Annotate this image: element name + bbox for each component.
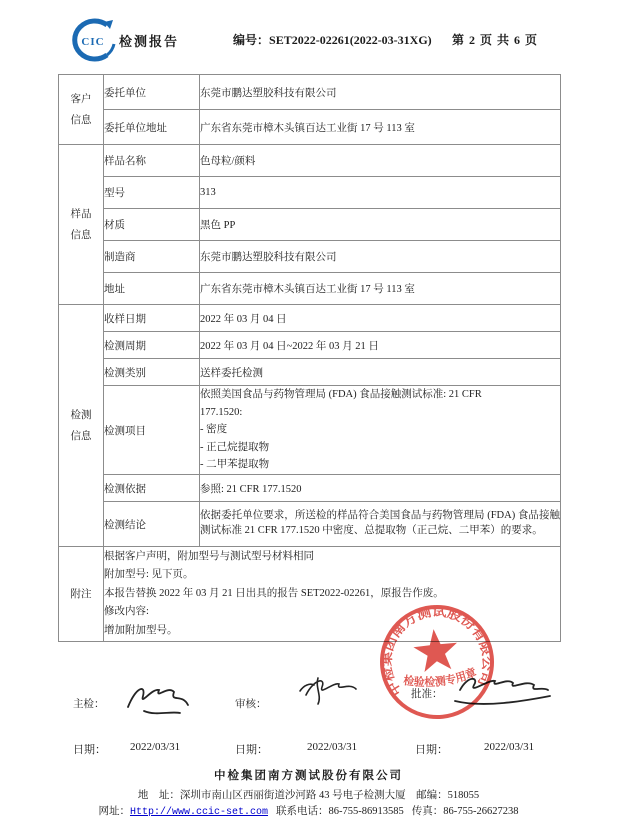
row-label-model: 型号 xyxy=(104,177,200,209)
table-row xyxy=(59,177,561,209)
date-label: 日期： xyxy=(235,744,268,756)
table-row xyxy=(59,145,561,177)
report-number xyxy=(233,31,432,48)
footer-website-label: 网址： xyxy=(98,806,130,817)
date-label: 日期： xyxy=(73,744,106,756)
row-label-conclusion: 检测结论 xyxy=(104,502,200,547)
row-value-sample-name: 色母粒/颜料 xyxy=(200,145,561,177)
note-line: 本报告替换 2022 年 03 月 21 日出具的报告 SET2022-02261，原报告作废。 xyxy=(104,587,444,599)
footer-company-name: 中检集团南方测试股份有限公司 xyxy=(214,770,403,782)
reviewer-date: 2022/03/31 xyxy=(307,741,358,753)
row-value-material: 黑色 PP xyxy=(200,209,561,241)
section-notes: 附注 xyxy=(59,547,104,642)
test-item-line: - 正己烷提取物 xyxy=(200,441,270,453)
row-value-conclusion: 依据委托单位要求，所送检的样品符合美国食品与药物管理局 (FDA) 食品接触测试标准 21 CFR 177.1520 中密度、总提取物（正己烷、二甲苯）的要求。 xyxy=(200,502,561,547)
inspector-label: 主检： xyxy=(73,699,105,710)
row-value-client-address: 广东省东莞市樟木头镇百达工业街 17 号 113 室 xyxy=(200,110,561,145)
test-item-line: - 二甲苯提取物 xyxy=(200,459,270,471)
section-label: 样品 xyxy=(70,208,92,220)
row-label-sample-name: 样品名称 xyxy=(104,145,200,177)
company-seal-stamp xyxy=(365,590,509,734)
table-row xyxy=(59,305,561,332)
row-value-client: 东莞市鹏达塑胶科技有限公司 xyxy=(200,75,561,110)
inspector-date: 2022/03/31 xyxy=(130,741,181,753)
table-row xyxy=(59,273,561,305)
reviewer-signature xyxy=(292,673,367,715)
page-indicator: 第 2 页 共 6 页 xyxy=(452,33,539,47)
row-label-address: 地址 xyxy=(104,273,200,305)
footer-address-line: 地 址：深圳市南山区西丽街道沙河路 43 号电子检测大厦 邮编：518055 xyxy=(137,790,480,801)
svg-text:检验检测专用章 xyxy=(401,665,479,693)
footer-fax: 传真：86-755-26627238 xyxy=(411,806,519,817)
row-label-client: 委托单位 xyxy=(104,75,200,110)
seal-purpose-text: 检验检测专用章 xyxy=(402,666,480,690)
cic-logo-icon xyxy=(60,16,126,64)
seal-company-text: 中检集团南方测试股份有限公司 xyxy=(379,604,495,699)
footer-phone: 联系电话：86-755-86913585 xyxy=(276,806,404,817)
row-value-manufacturer: 东莞市鹏达塑胶科技有限公司 xyxy=(200,241,561,273)
table-row xyxy=(59,209,561,241)
section-label: 信息 xyxy=(70,114,92,126)
logo-text: CIC xyxy=(81,36,105,48)
section-label: 客户 xyxy=(70,93,92,105)
note-line: 根据客户声明，附加型号与测试型号材料相同 xyxy=(104,550,314,562)
table-row xyxy=(59,241,561,273)
website-link[interactable]: Http://www.ccic-set.com xyxy=(129,807,269,818)
row-label-material: 材质 xyxy=(104,209,200,241)
row-value-receive-date: 2022 年 03 月 04 日 xyxy=(200,305,561,332)
table-row xyxy=(59,110,561,145)
report-number-label: 编号： xyxy=(233,33,270,47)
test-item-line: 依照美国食品与药物管理局 (FDA) 食品接触测试标准: 21 CFR xyxy=(200,389,482,401)
table-row xyxy=(59,75,561,110)
row-label-test-period: 检测周期 xyxy=(104,332,200,359)
footer-contact-line xyxy=(0,803,617,818)
table-row xyxy=(59,332,561,359)
test-item-line: - 密度 xyxy=(200,424,228,436)
row-value-address: 广东省东莞市樟木头镇百达工业街 17 号 113 室 xyxy=(200,273,561,305)
table-row xyxy=(59,475,561,502)
date-label: 日期： xyxy=(415,744,448,756)
seal-star-icon xyxy=(412,627,460,673)
note-line: 增加附加型号。 xyxy=(104,624,178,636)
report-title: 检测报告 xyxy=(119,34,180,49)
reviewer-label: 审核： xyxy=(235,699,267,710)
approver-date: 2022/03/31 xyxy=(484,741,535,753)
row-label-test-basis: 检测依据 xyxy=(104,475,200,502)
note-line: 修改内容: xyxy=(104,606,149,618)
report-number-value: SET2022-02261(2022-03-31XG) xyxy=(269,33,432,47)
table-row xyxy=(59,386,561,475)
test-item-line: 177.1520: xyxy=(200,406,243,418)
section-sample-info xyxy=(59,145,104,305)
report-table xyxy=(58,74,561,642)
section-label: 信息 xyxy=(70,229,92,241)
row-value-test-category: 送样委托检测 xyxy=(200,359,561,386)
section-customer-info xyxy=(59,75,104,145)
row-value-test-period: 2022 年 03 月 04 日~2022 年 03 月 21 日 xyxy=(200,332,561,359)
approver-label: 批准： xyxy=(411,689,443,700)
inspector-signature xyxy=(122,679,202,719)
note-line: 附加型号: 见下页。 xyxy=(104,569,194,581)
table-row xyxy=(59,359,561,386)
table-row xyxy=(59,502,561,547)
row-label-receive-date: 收样日期 xyxy=(104,305,200,332)
row-value-model: 313 xyxy=(200,177,561,209)
row-label-test-category: 检测类别 xyxy=(104,359,200,386)
section-label: 检测 xyxy=(70,409,92,421)
section-test-info xyxy=(59,305,104,547)
row-label-manufacturer: 制造商 xyxy=(104,241,200,273)
row-value-test-basis: 参照: 21 CFR 177.1520 xyxy=(200,475,561,502)
row-value-test-items xyxy=(200,386,561,475)
row-label-test-items: 检测项目 xyxy=(104,386,200,475)
section-label: 信息 xyxy=(70,430,92,442)
row-label-client-address: 委托单位地址 xyxy=(104,110,200,145)
